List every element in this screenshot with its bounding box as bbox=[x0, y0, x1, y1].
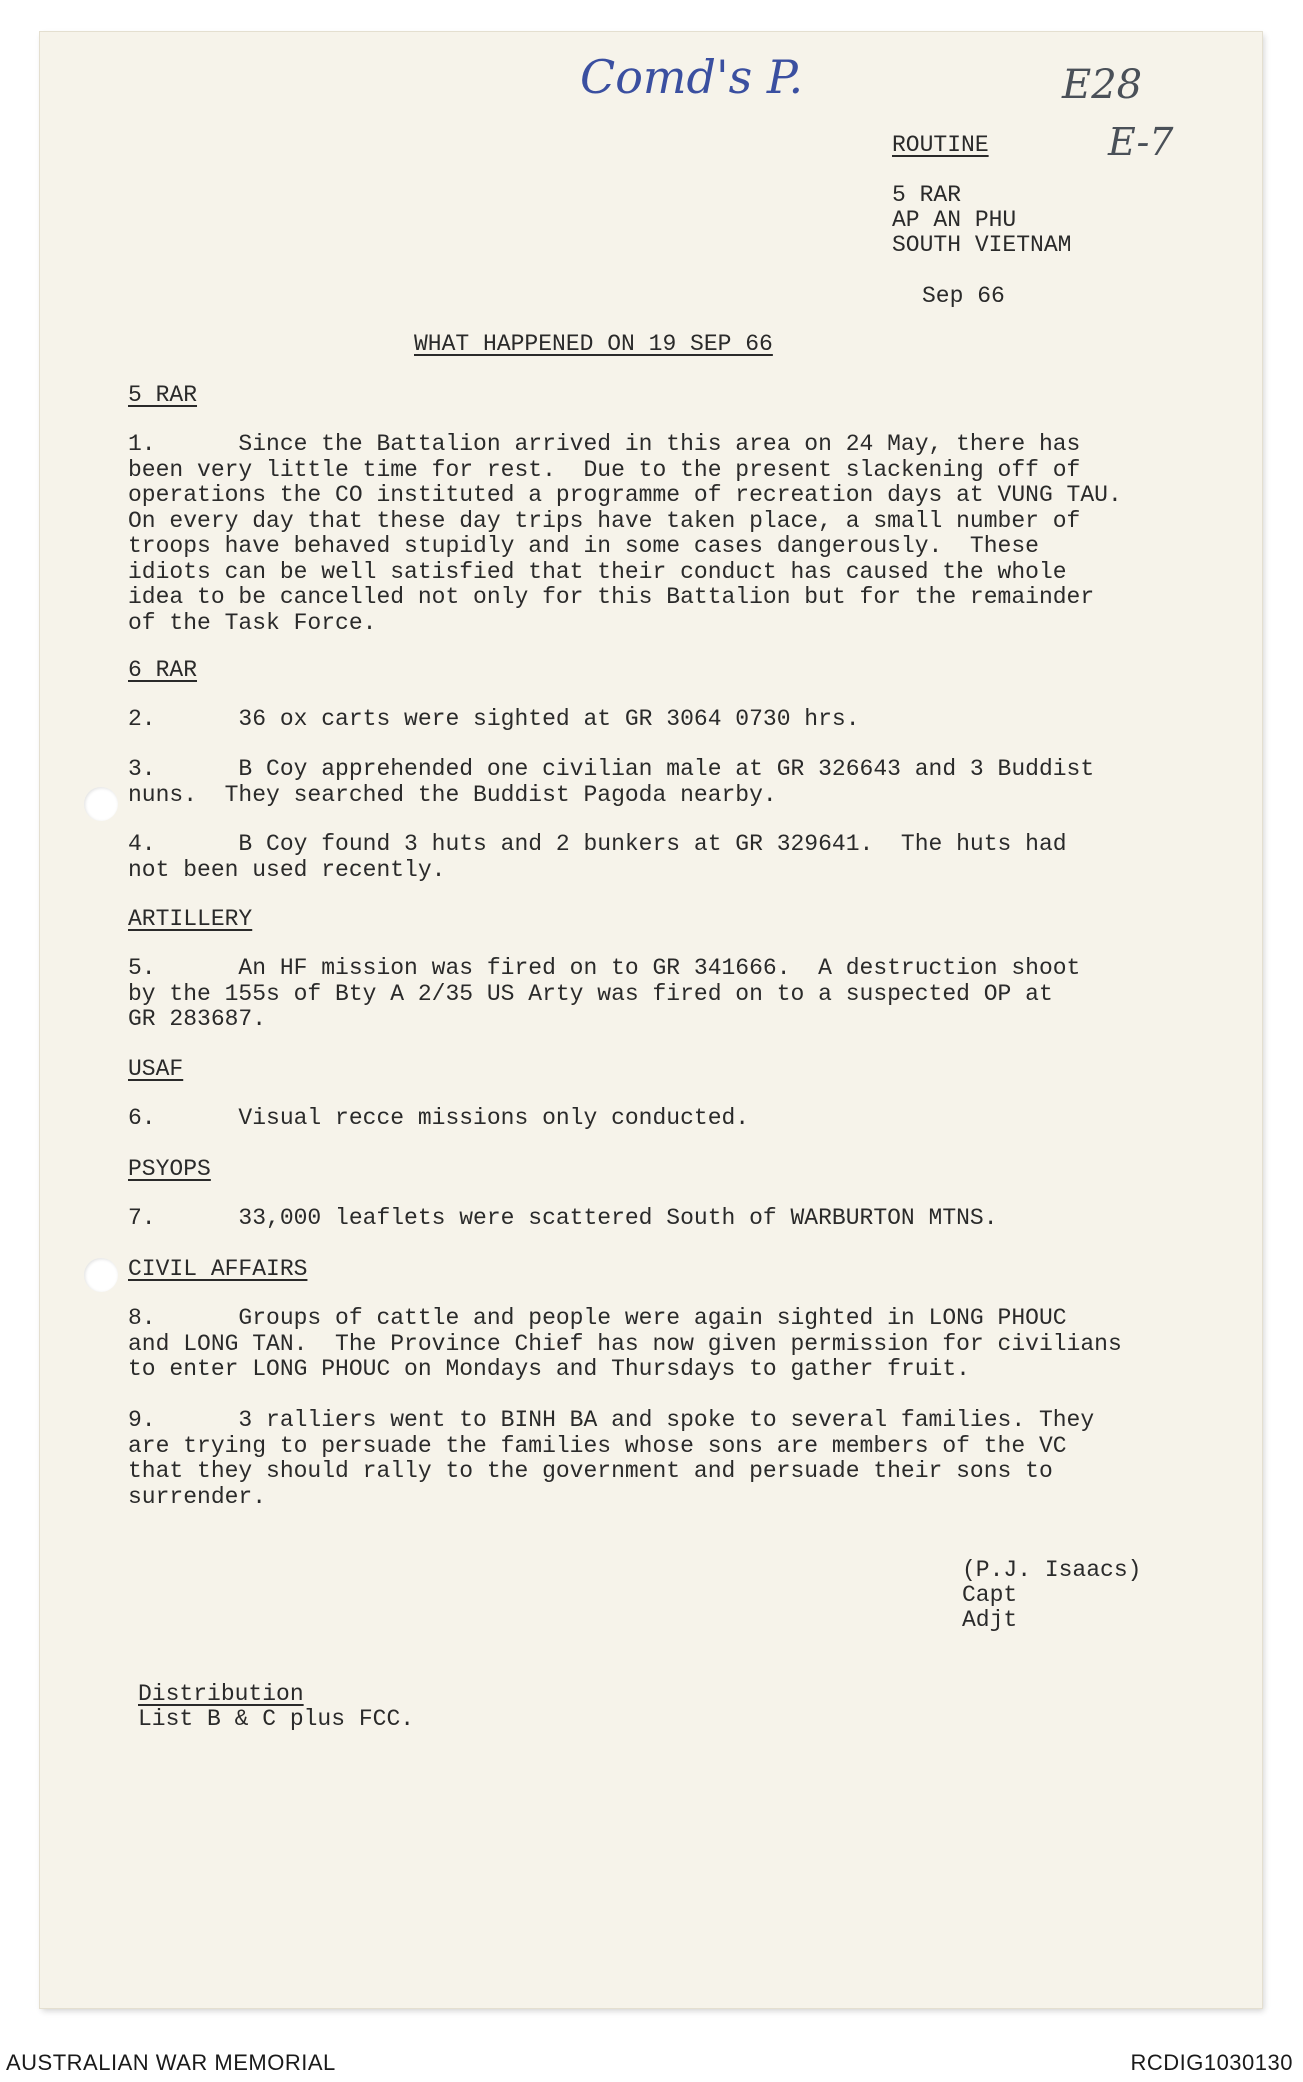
handwritten-ref-2: E-7 bbox=[1108, 120, 1174, 164]
paragraph-7: 7. 33,000 leaflets were scattered South of WARBURTON MTNS. bbox=[128, 1205, 998, 1231]
paragraph-3: 3. B Coy apprehended one civilian male at GR 326643 and 3 Buddist nuns. They searched the Buddist Pagoda nearby. bbox=[128, 756, 1095, 808]
paragraph-4: 4. B Coy found 3 huts and 2 bunkers at GR 329641. The huts had not been used recently. bbox=[128, 831, 1067, 883]
location-line-1: AP AN PHU bbox=[892, 207, 1017, 233]
signature-name: (P.J. Isaacs) bbox=[962, 1557, 1142, 1583]
footer-record-id: RCDIG1030130 bbox=[1130, 2050, 1293, 2075]
signature-appointment: Adjt bbox=[962, 1607, 1018, 1633]
paragraph-5: 5. An HF mission was fired on to GR 341666. A destruction shoot by the 155s of Bty A 2/35 US Arty was fired on to a suspected OP at GR 283687. bbox=[128, 955, 1081, 1032]
paragraph-8: 8. Groups of cattle and people were again sighted in LONG PHOUC and LONG TAN. The Province Chief has now given permission for civilians to enter LONG PHOUC on Mondays and Thursdays to gather fruit. bbox=[128, 1305, 1122, 1382]
document-date: Sep 66 bbox=[922, 283, 1005, 309]
section-heading-usaf: USAF bbox=[128, 1056, 184, 1082]
unit: 5 RAR bbox=[892, 182, 962, 208]
footer-archive-name: AUSTRALIAN WAR MEMORIAL bbox=[6, 2050, 336, 2075]
location-line-2: SOUTH VIETNAM bbox=[892, 232, 1072, 258]
distribution-list: List B & C plus FCC. bbox=[138, 1706, 415, 1732]
signature-rank: Capt bbox=[962, 1582, 1018, 1608]
handwritten-note: Comd's P. bbox=[580, 50, 804, 104]
punch-hole-bottom bbox=[84, 1258, 118, 1292]
handwritten-ref-1: E28 bbox=[1062, 62, 1143, 108]
section-heading-5rar: 5 RAR bbox=[128, 382, 198, 408]
paragraph-2: 2. 36 ox carts were sighted at GR 3064 0730 hrs. bbox=[128, 706, 860, 732]
distribution-heading: Distribution bbox=[138, 1681, 304, 1707]
paragraph-9: 9. 3 ralliers went to BINH BA and spoke to several families. They are trying to persuade the families whose sons are members of the VC that they should rally to the government and persuade their sons to surrender. bbox=[128, 1407, 1095, 1510]
classification: ROUTINE bbox=[892, 132, 989, 158]
punch-hole-top bbox=[84, 787, 118, 821]
section-heading-6rar: 6 RAR bbox=[128, 657, 198, 683]
section-heading-civil-affairs: CIVIL AFFAIRS bbox=[128, 1256, 308, 1282]
paragraph-1: 1. Since the Battalion arrived in this area on 24 May, there has been very little time for rest. Due to the present slackening off of operations the CO instituted a programme of recreation days at VUNG TAU. On every day that these day trips have taken place, a small number of troops have behaved stupidly and in some cases dangerously. These idiots can be well satisfied that their conduct has caused the whole idea to be cancelled not only for this Battalion but for the remainder of the Task Force. bbox=[128, 431, 1122, 636]
section-heading-psyops: PSYOPS bbox=[128, 1156, 211, 1182]
document-title: WHAT HAPPENED ON 19 SEP 66 bbox=[414, 331, 773, 357]
paragraph-6: 6. Visual recce missions only conducted. bbox=[128, 1105, 750, 1131]
section-heading-artillery: ARTILLERY bbox=[128, 906, 253, 932]
